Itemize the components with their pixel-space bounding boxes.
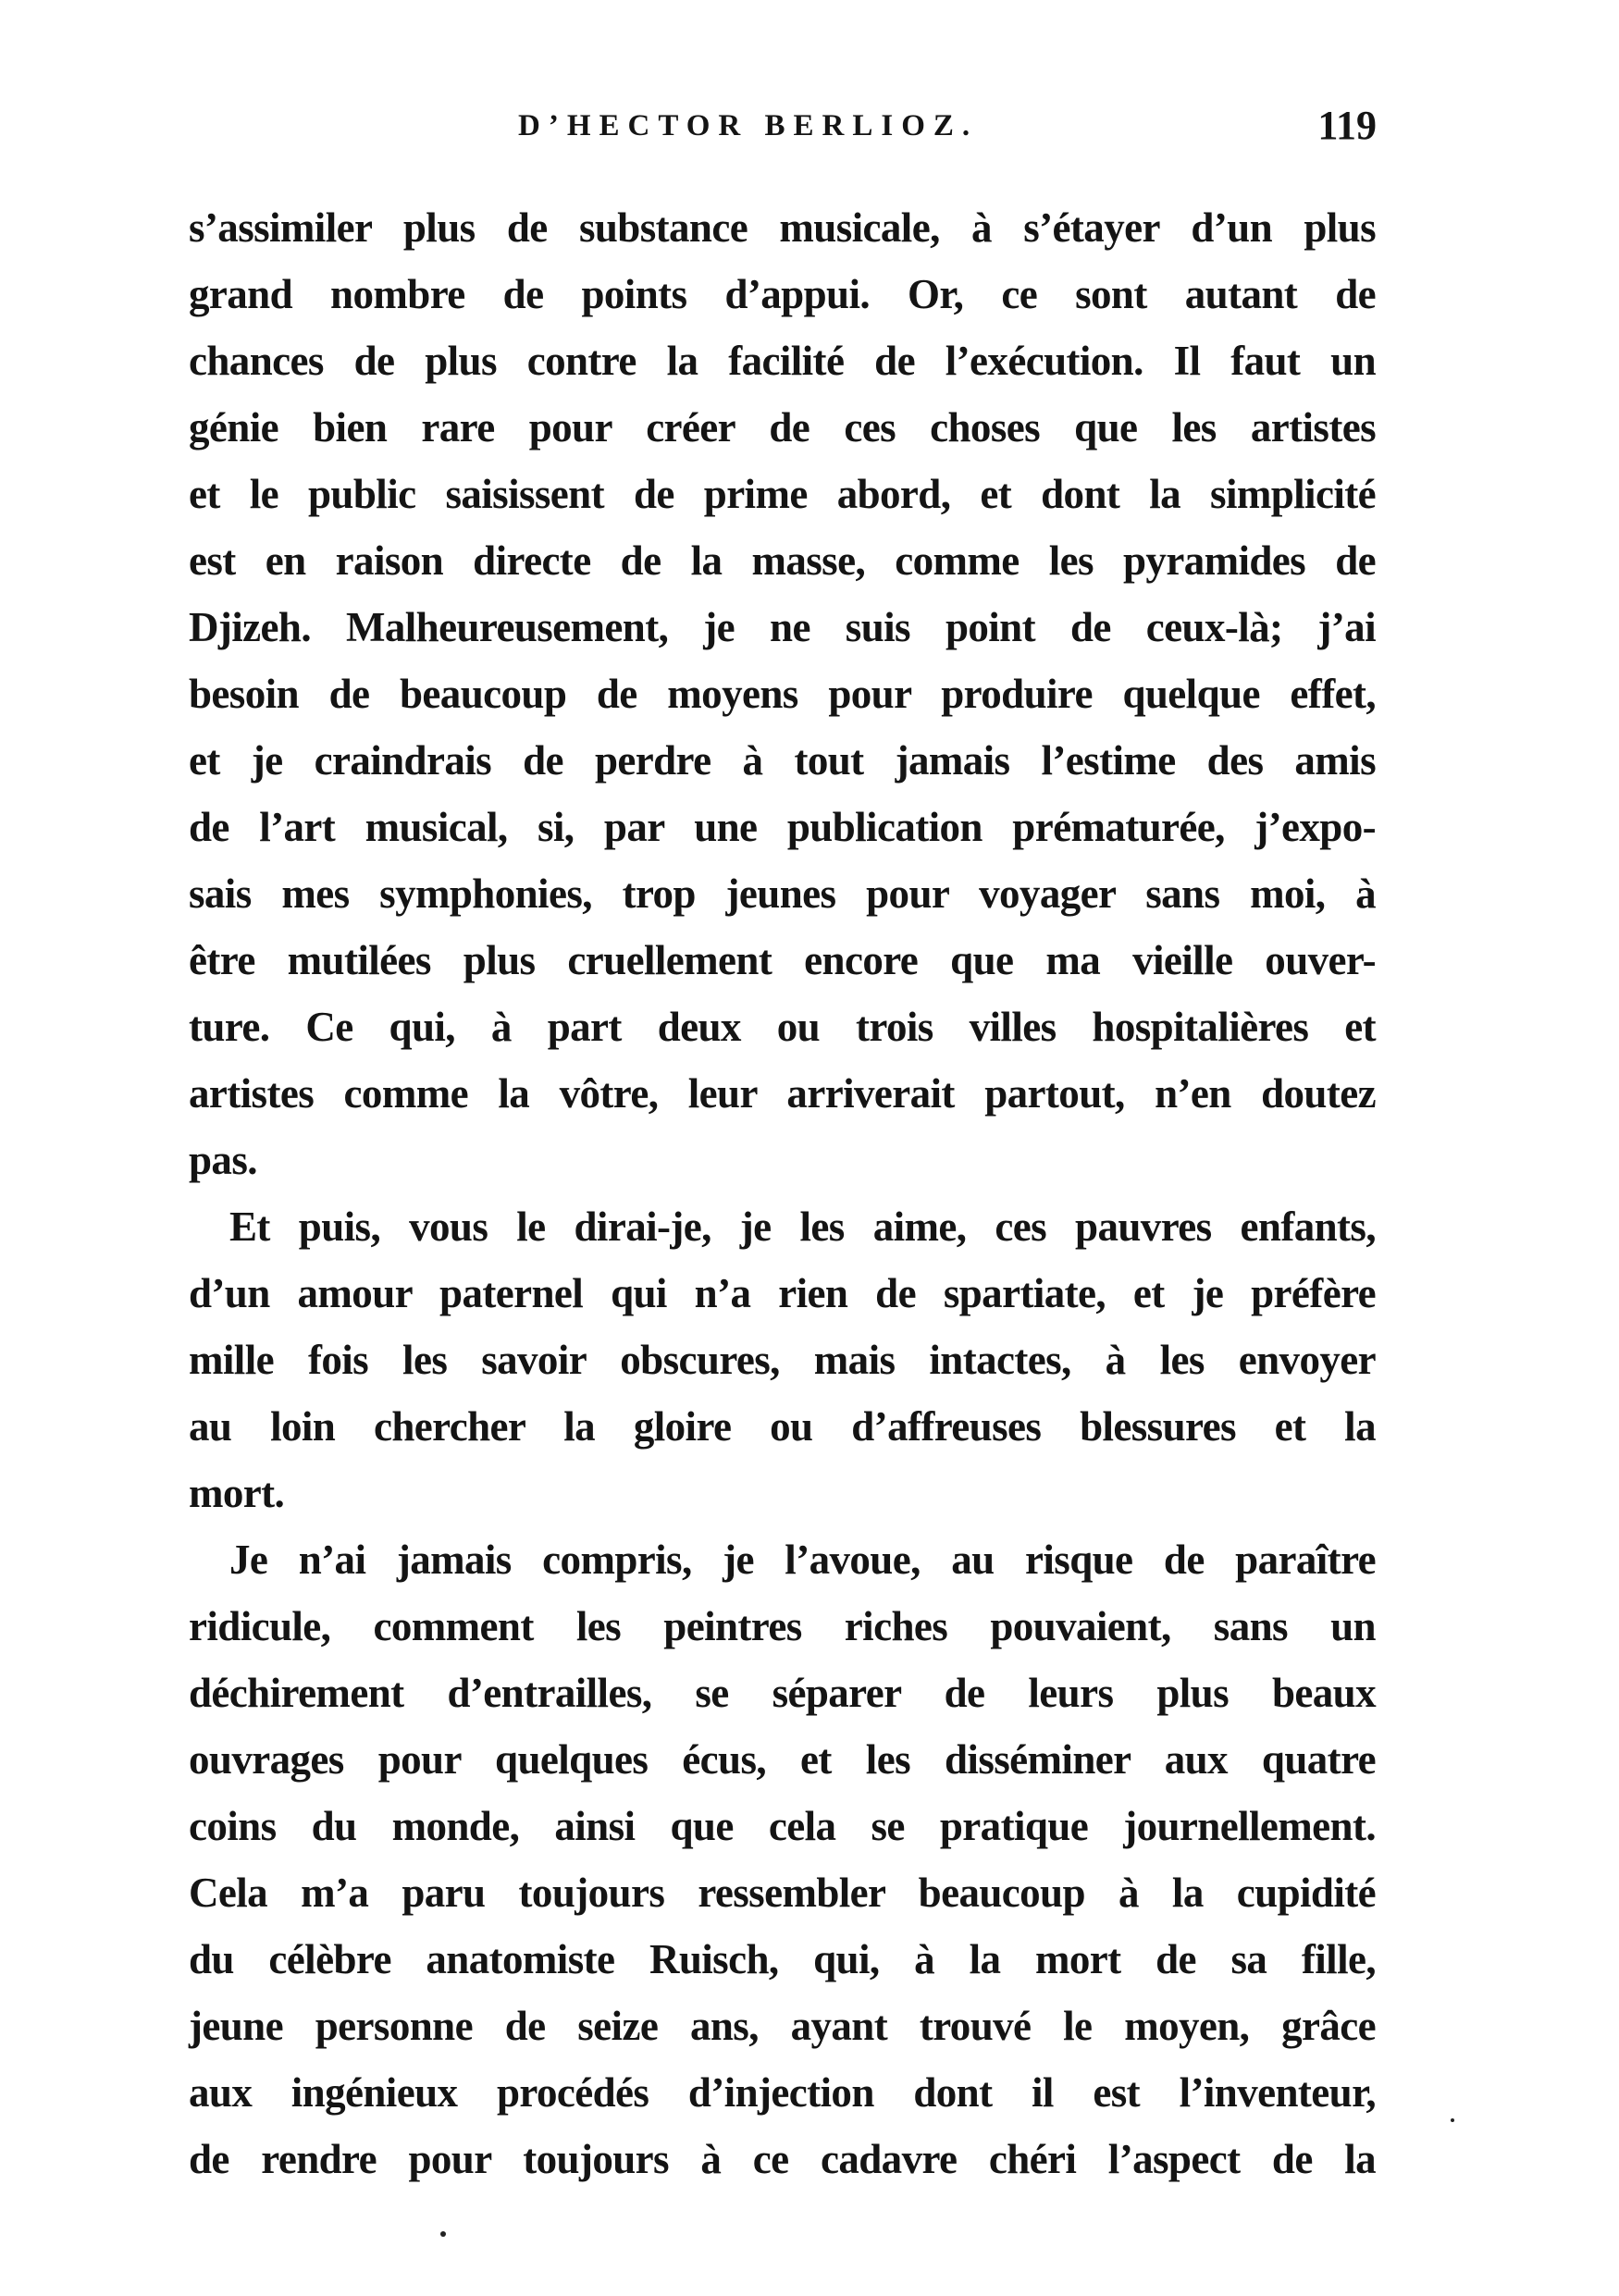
text-line: grand nombre de points d’appui. Or, ce sont autant de (189, 271, 1376, 317)
text-line: génie bien rare pour créer de ces choses que les artistes (189, 404, 1376, 451)
text-line: de l’art musical, si, par une publication prématurée, j’expo- (189, 804, 1376, 850)
text-line: est en raison directe de la masse, comme les pyramides de (189, 537, 1376, 584)
text-line: aux ingénieux procédés d’injection dont il est l’inventeur, (189, 2069, 1376, 2116)
body-text (189, 194, 1376, 2192)
scan-speck (1451, 2118, 1454, 2122)
text-line: coins du monde, ainsi que cela se pratique journellement. (189, 1803, 1376, 1849)
text-line: Cela m’a paru toujours ressembler beaucoup à la cupidité (189, 1870, 1376, 1916)
text-line: chances de plus contre la facilité de l’exécution. Il faut un (189, 338, 1376, 384)
text-line: au loin chercher la gloire ou d’affreuses blessures et la (189, 1403, 1376, 1450)
text-line: être mutilées plus cruellement encore que ma vieille ouver- (189, 937, 1376, 983)
text-line: sais mes symphonies, trop jeunes pour voyager sans moi, à (189, 870, 1376, 917)
text-line: ouvrages pour quelques écus, et les disséminer aux quatre (189, 1736, 1376, 1783)
text-line: Djizeh. Malheureusement, je ne suis point de ceux-là; j’ai (189, 604, 1376, 650)
page-number: 119 (1317, 103, 1377, 148)
text-line: d’un amour paternel qui n’a rien de spartiate, et je préfère (189, 1270, 1376, 1316)
text-line: ture. Ce qui, à part deux ou trois villes hospitalières et (189, 1004, 1376, 1050)
text-line: mort. (189, 1470, 285, 1516)
text-line: ridicule, comment les peintres riches pouvaient, sans un (189, 1603, 1376, 1649)
text-line: jeune personne de seize ans, ayant trouvé le moyen, grâce (189, 2003, 1376, 2049)
text-line: de rendre pour toujours à ce cadavre chéri l’aspect de la (189, 2136, 1376, 2182)
text-line: pas. (189, 1137, 257, 1183)
text-line: et je craindrais de perdre à tout jamais l’estime des amis (189, 737, 1376, 784)
text-line: Je n’ai jamais compris, je l’avoue, au risque de paraître (229, 1537, 1376, 1583)
running-header: D’HECTOR BERLIOZ. (518, 109, 979, 142)
scan-speck (440, 2231, 446, 2237)
text-line: besoin de beaucoup de moyens pour produire quelque effet, (189, 671, 1376, 717)
text-line: s’assimiler plus de substance musicale, à s’étayer d’un plus (189, 204, 1376, 251)
text-line: Et puis, vous le dirai-je, je les aime, ces pauvres enfants, (229, 1204, 1376, 1250)
text-line: mille fois les savoir obscures, mais intactes, à les envoyer (189, 1337, 1376, 1383)
text-line: du célèbre anatomiste Ruisch, qui, à la mort de sa fille, (189, 1936, 1376, 1982)
text-line: déchirement d’entrailles, se séparer de leurs plus beaux (189, 1670, 1376, 1716)
text-line: artistes comme la vôtre, leur arriverait partout, n’en doutez (189, 1070, 1376, 1117)
text-line: et le public saisissent de prime abord, et dont la simplicité (189, 471, 1376, 517)
